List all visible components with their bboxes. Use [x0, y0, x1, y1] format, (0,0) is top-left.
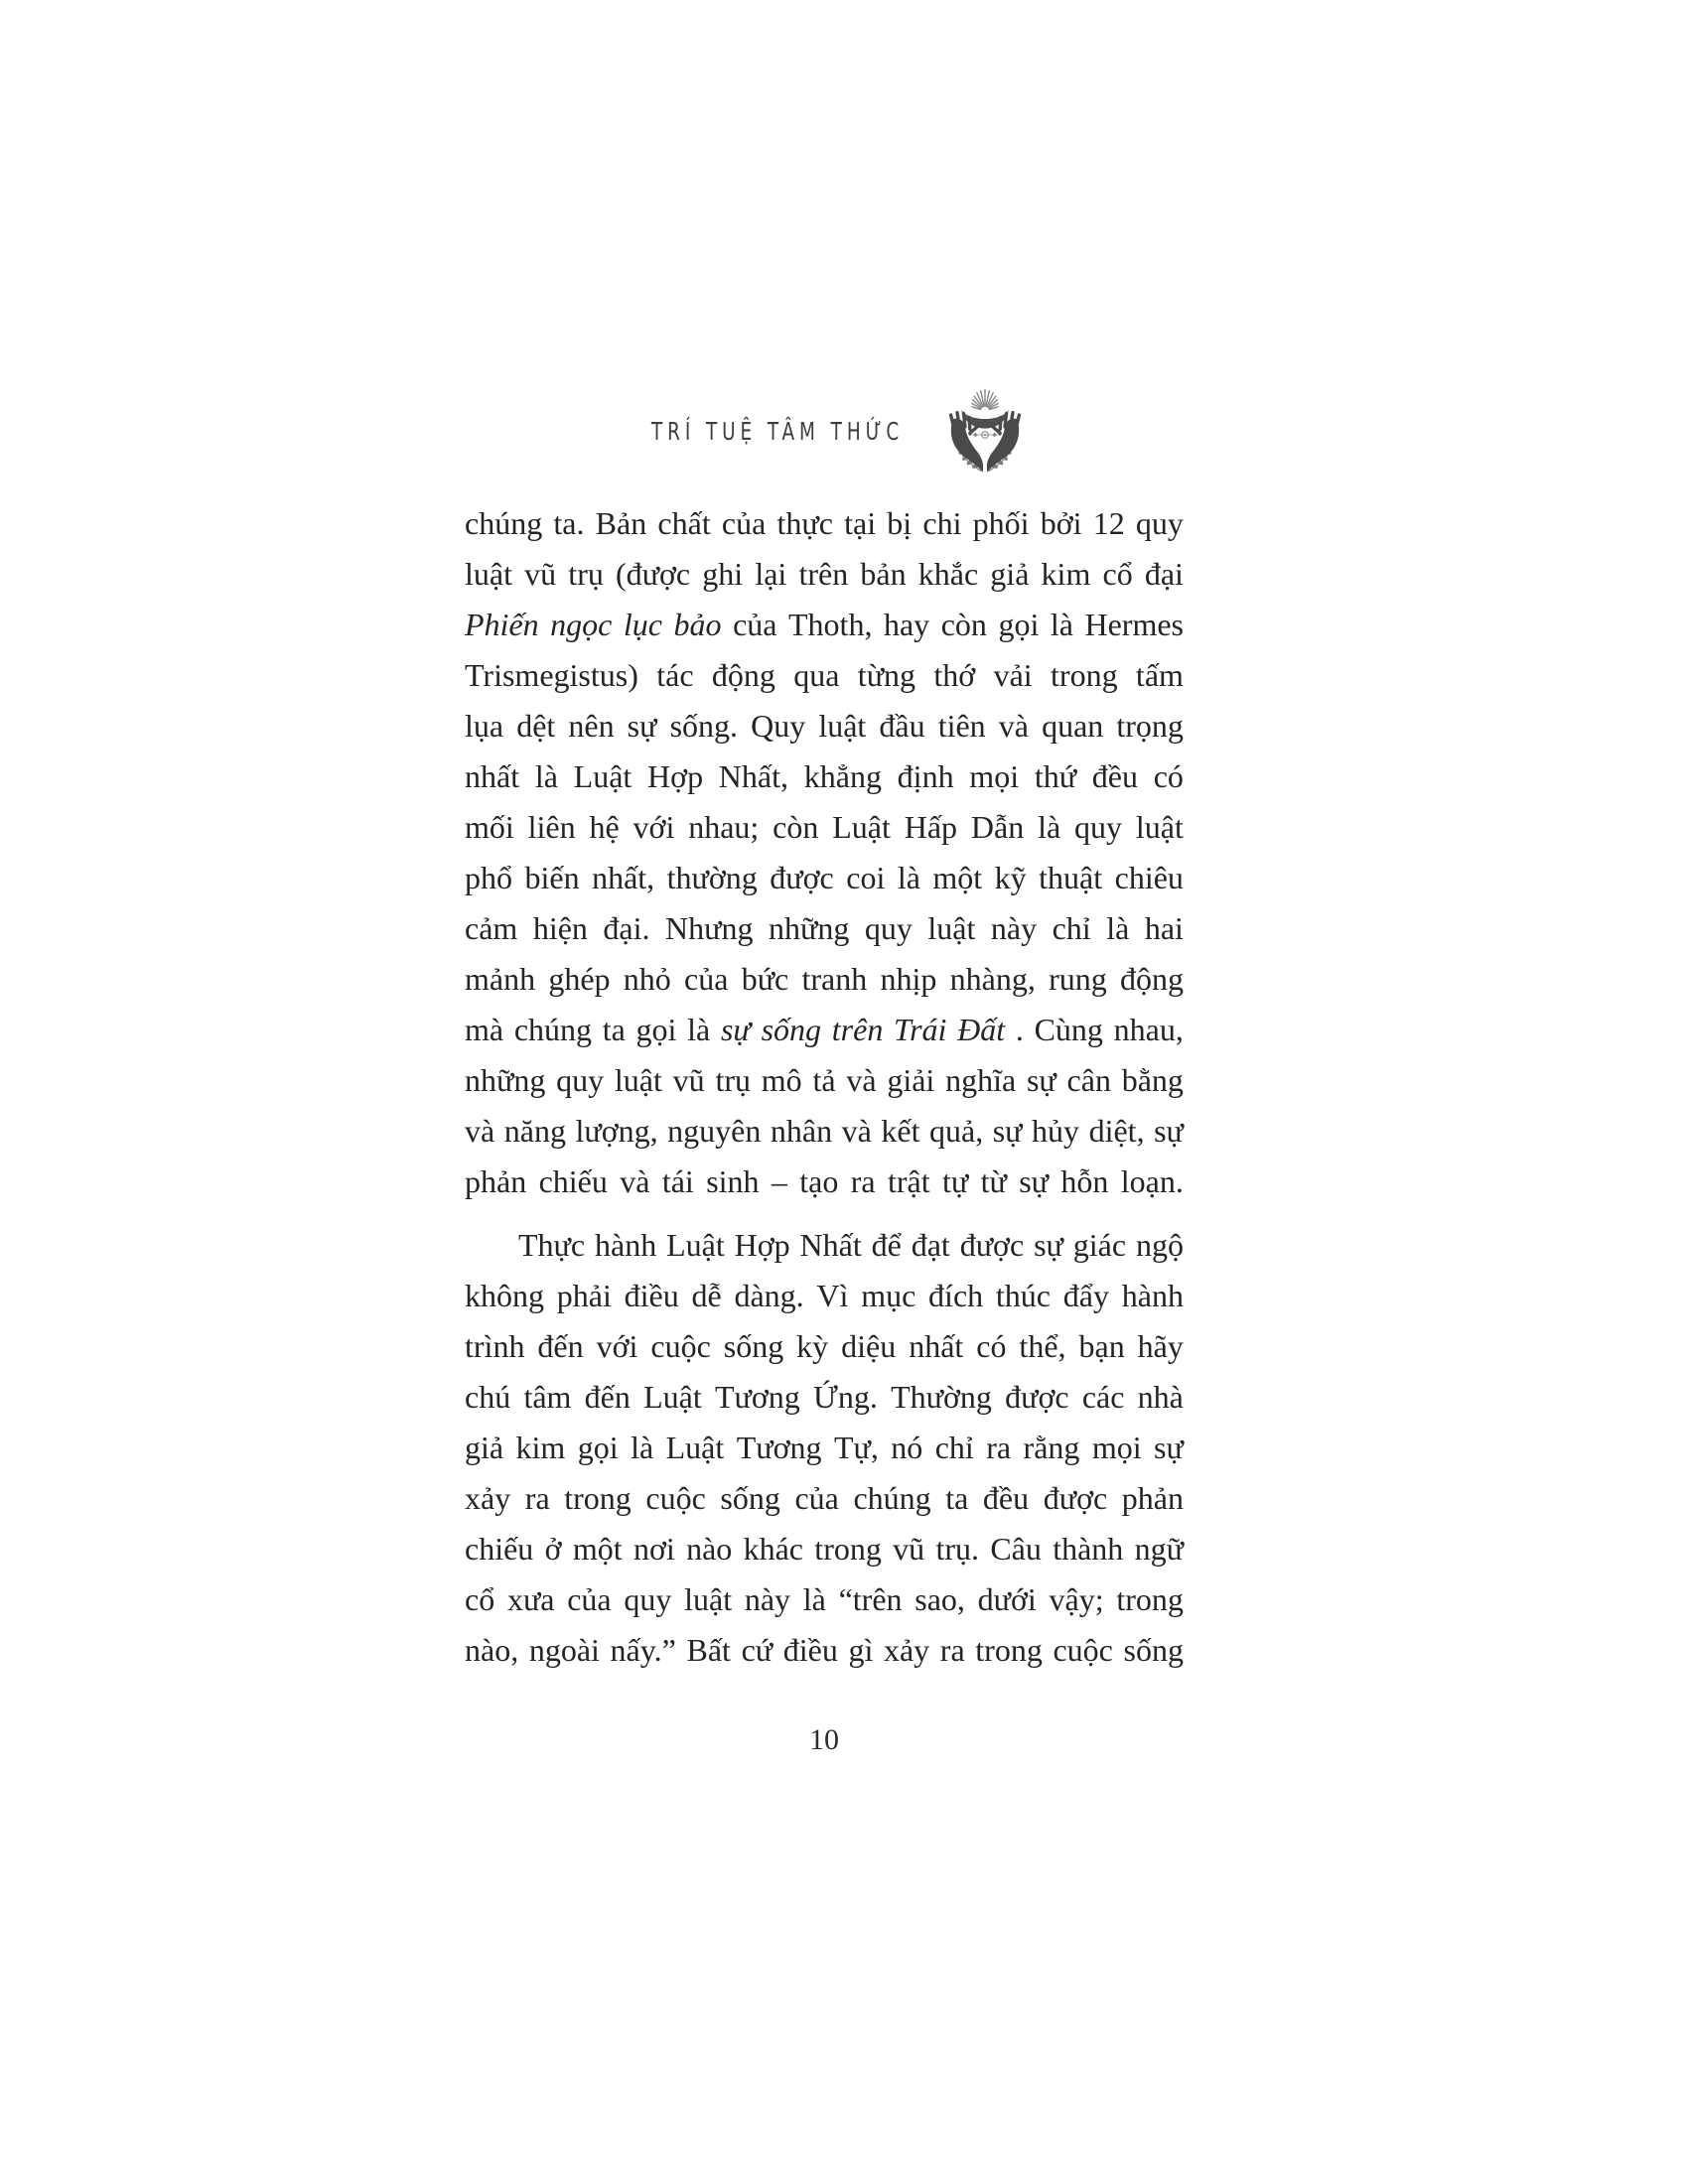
word: trên [831, 1012, 884, 1047]
word: Luật [643, 1379, 702, 1415]
word: bản [860, 556, 907, 592]
word: là [687, 1012, 711, 1047]
word: vậy; [1049, 1581, 1104, 1617]
word: động [711, 657, 775, 693]
word: quy [1135, 505, 1184, 541]
word: ghi [702, 556, 744, 592]
word: lại [755, 556, 787, 592]
word: luật [465, 556, 512, 592]
word: tả [812, 1062, 836, 1098]
text-line [465, 498, 1184, 549]
word: Luật [832, 809, 891, 845]
word: hành [594, 1227, 657, 1263]
word: thường [666, 860, 758, 895]
word: sao, [914, 1581, 965, 1617]
word: mảnh [465, 961, 536, 997]
word: Nhưng [665, 910, 754, 946]
word: giác [1072, 1227, 1127, 1263]
word: cuộc [650, 1328, 711, 1364]
word: phải [556, 1278, 612, 1313]
word: quan [1042, 708, 1104, 744]
word: ta [602, 1012, 626, 1047]
word: trình [465, 1328, 525, 1364]
word: mọi [969, 758, 1020, 794]
word: luật [818, 708, 867, 744]
word: mối [465, 809, 514, 845]
word: gọi [998, 607, 1040, 642]
word: hãy [1137, 1328, 1184, 1364]
word: Hợp [647, 758, 704, 794]
word: xưa [506, 1581, 555, 1617]
word: loạn. [1120, 1163, 1184, 1199]
word: ra [939, 1632, 965, 1668]
word: nào [686, 1531, 733, 1567]
word: trong [1051, 657, 1118, 693]
word: (được [616, 556, 691, 592]
word: cân [1066, 1062, 1111, 1098]
word: sự [992, 1113, 1023, 1149]
word: gọi [577, 1430, 619, 1465]
word: đều [982, 1480, 1030, 1516]
word: những [465, 1062, 546, 1098]
word: diệu [841, 1328, 897, 1364]
word: đến [537, 1328, 584, 1364]
running-head [465, 383, 1184, 478]
word: kỳ [796, 1328, 829, 1364]
text-line [465, 600, 1184, 650]
word: khẳng [803, 758, 882, 794]
word: kỹ [994, 860, 1027, 895]
word: cổ [1102, 556, 1133, 592]
word: tự [942, 1163, 969, 1199]
word: ngọc [550, 607, 613, 642]
word: động [1120, 961, 1184, 997]
paragraph [465, 1220, 1184, 1676]
word: và [620, 1163, 650, 1199]
word: đại. [603, 910, 650, 946]
word: ngộ [1135, 1227, 1184, 1263]
word: ngoài [528, 1632, 600, 1668]
word: sống [723, 1328, 784, 1364]
word: bằng [1121, 1062, 1184, 1098]
word: lượng, [575, 1113, 658, 1149]
word: nghĩa [945, 1062, 1017, 1098]
word: Đất [957, 1012, 1006, 1047]
word: của [684, 961, 729, 997]
word: kết [881, 1113, 920, 1149]
word: lụa [465, 708, 504, 744]
word: nhất, [592, 860, 655, 895]
text-line [465, 1574, 1184, 1625]
word: hủy [1032, 1113, 1080, 1149]
word: được [1005, 1379, 1069, 1415]
word: thứ [1034, 758, 1077, 794]
text-line [465, 1524, 1184, 1574]
word: tái [661, 1163, 694, 1199]
word: Ứng. [813, 1379, 878, 1415]
word: phản [465, 1163, 527, 1199]
word: và [998, 708, 1029, 744]
word: nên [568, 708, 615, 744]
word: nhất [465, 758, 520, 794]
text-line [465, 549, 1184, 600]
word: sự [1154, 1113, 1184, 1149]
word: trụ. [935, 1531, 980, 1567]
word: biến [524, 860, 580, 895]
word: là [1038, 809, 1061, 845]
word: điều [624, 1278, 679, 1313]
text-line [465, 1106, 1184, 1157]
word: chi [922, 505, 962, 541]
word: quy [556, 1062, 605, 1098]
word: đầu [879, 708, 925, 744]
word: có [1153, 758, 1184, 794]
word: được [1043, 1480, 1108, 1516]
word: đều [1091, 758, 1138, 794]
body-text [465, 498, 1184, 1676]
word: tạo [799, 1163, 839, 1199]
word: không [465, 1278, 544, 1313]
word: Bản [595, 505, 647, 541]
text-line [465, 1372, 1184, 1423]
word: nhau; [688, 809, 760, 845]
word: bị [887, 505, 913, 541]
word: ta. [553, 505, 585, 541]
text-line [465, 1625, 1184, 1676]
word: là [802, 1581, 826, 1617]
word: để [871, 1227, 902, 1263]
word: lục [623, 607, 662, 642]
word: sự [720, 1012, 751, 1047]
word: tranh [801, 961, 868, 997]
text-line [465, 1220, 1184, 1271]
word: diệt, [1088, 1113, 1145, 1149]
text-line [465, 1055, 1184, 1106]
word: rằng [1023, 1430, 1080, 1465]
word: Bất [686, 1632, 731, 1668]
word: chỉ [1052, 910, 1091, 946]
word: này [744, 1581, 791, 1617]
word: tâm [523, 1379, 572, 1415]
word: . [1015, 1012, 1024, 1047]
word: sự [1034, 1227, 1063, 1263]
word: các [1081, 1379, 1125, 1415]
word: Luật [666, 1227, 725, 1263]
word: trong [975, 1632, 1043, 1668]
word: hay [883, 607, 930, 642]
text-line [465, 701, 1184, 751]
word: Dẫn [970, 809, 1025, 845]
word: Luật [573, 758, 633, 794]
word: Luật [665, 1430, 725, 1465]
word: Quy [751, 708, 806, 744]
running-head-title: TRÍ TUỆ TÂM THỨC [650, 416, 905, 446]
page-number: 10 [809, 1723, 839, 1756]
word: ra [850, 1163, 876, 1199]
word: còn [773, 809, 819, 845]
word: ra [986, 1430, 1012, 1465]
word: chỉ [934, 1430, 974, 1465]
word: chúng [513, 1012, 593, 1047]
word: thành [1053, 1531, 1124, 1567]
word: là [1106, 910, 1130, 946]
word: nào, [465, 1632, 519, 1668]
word: Thường [891, 1379, 992, 1415]
word: kim [1041, 556, 1091, 592]
word: là [1050, 607, 1073, 642]
word: Tương [736, 1430, 822, 1465]
word: chúng [465, 505, 543, 541]
word: luật [614, 1062, 662, 1098]
word: đạt [911, 1227, 950, 1263]
word: dễ [691, 1278, 722, 1313]
word: ra [524, 1480, 550, 1516]
word: chiếu [465, 1531, 534, 1567]
word: Tương [714, 1379, 800, 1415]
word: thúc [995, 1278, 1051, 1313]
word: của [567, 1581, 612, 1617]
word: Hấp [904, 809, 958, 845]
word: sống [720, 1480, 780, 1516]
text-line [465, 853, 1184, 903]
word: chúng [853, 1480, 931, 1516]
word: Tự, [833, 1430, 879, 1465]
text-line [465, 1321, 1184, 1372]
word: Câu [990, 1531, 1042, 1567]
word: Trái [894, 1012, 947, 1047]
word: những [769, 910, 850, 946]
word: trụ [568, 556, 604, 592]
word: ở [544, 1531, 562, 1567]
word: luật [684, 1581, 733, 1617]
word: chú [465, 1379, 511, 1415]
word: của [733, 607, 777, 642]
word: một [572, 1531, 623, 1567]
word: giả [990, 556, 1030, 592]
word: và [841, 1113, 872, 1149]
word: đẩy [1062, 1278, 1109, 1313]
word: cuộc [1053, 1632, 1113, 1668]
word: sống. [669, 708, 739, 744]
word: nhà [1137, 1379, 1184, 1415]
word: và [846, 1062, 877, 1098]
word: liên [527, 809, 576, 845]
word: Hermes [1084, 607, 1184, 642]
word: nó [891, 1430, 923, 1465]
word: tại [844, 505, 877, 541]
word: thớ [933, 657, 976, 693]
word: nhất [909, 1328, 964, 1364]
word: sinh [706, 1163, 760, 1199]
word: Cùng [1034, 1012, 1103, 1047]
word: phổ [465, 860, 512, 895]
word: Hợp [734, 1227, 790, 1263]
word: nhân [770, 1113, 833, 1149]
word: bức [741, 961, 789, 997]
word: dàng. [734, 1278, 804, 1313]
word: phản [1121, 1480, 1184, 1516]
word: khắc [917, 556, 979, 592]
word: này [990, 910, 1038, 946]
word: năng [503, 1113, 566, 1149]
word: được [959, 1227, 1025, 1263]
word: ta [945, 1480, 969, 1516]
word: Nhất, [718, 758, 788, 794]
word: “trên [838, 1581, 903, 1617]
word: Trismegistus) [465, 657, 638, 693]
text-line [465, 751, 1184, 802]
word: – [771, 1163, 787, 1199]
word: trật [887, 1163, 930, 1199]
word: được [770, 860, 834, 895]
word: mà [465, 1012, 504, 1047]
word: từ [980, 1163, 1007, 1199]
word: ghép [548, 961, 611, 997]
word: trong [814, 1531, 882, 1567]
word: đến [584, 1379, 631, 1415]
word: trọng [1116, 708, 1184, 744]
word: bởi [1040, 505, 1082, 541]
word: thể, [1019, 1328, 1066, 1364]
word: sự [1026, 1062, 1056, 1098]
word: trong [1116, 1581, 1184, 1617]
word: gì [848, 1632, 874, 1668]
word: rung [1049, 961, 1107, 997]
word: với [633, 809, 675, 845]
word: cảm [465, 910, 518, 946]
text-line [465, 954, 1184, 1005]
word: hai [1144, 910, 1184, 946]
word: có [976, 1328, 1007, 1364]
word: cuộc [645, 1480, 706, 1516]
word: thuật [1039, 860, 1103, 895]
word: tác [656, 657, 694, 693]
word: xảy [465, 1480, 511, 1516]
word: khác [743, 1531, 803, 1567]
word: nơi [633, 1531, 675, 1567]
word: với [596, 1328, 638, 1364]
word: là [534, 758, 558, 794]
word: hỗn [1060, 1163, 1109, 1199]
word: quy [624, 1581, 672, 1617]
word: tấm [1135, 657, 1184, 693]
word: nhỏ [623, 961, 671, 997]
word: chiếu [538, 1163, 608, 1199]
word: còn [940, 607, 987, 642]
word: trong [564, 1480, 632, 1516]
word: 12 [1092, 505, 1125, 541]
word: Phiến [465, 607, 539, 642]
word: chiêu [1114, 860, 1184, 895]
word: của [721, 505, 767, 541]
word: sống [1123, 1632, 1184, 1668]
word: là [631, 1430, 654, 1465]
word: luật [1135, 809, 1184, 845]
word: cổ [465, 1581, 495, 1617]
word: dệt [516, 708, 556, 744]
word: là [897, 860, 920, 895]
word: Thực [518, 1227, 586, 1263]
word: nhàng, [949, 961, 1036, 997]
word: sự [1019, 1163, 1050, 1199]
word: coi [846, 860, 886, 895]
word: vũ [524, 556, 557, 592]
word: bảo [673, 607, 722, 642]
word: của [794, 1480, 839, 1516]
word: và [465, 1113, 495, 1149]
word: ngữ [1134, 1531, 1184, 1567]
word: kim [515, 1430, 566, 1465]
word: điều [782, 1632, 838, 1668]
word: đích [928, 1278, 984, 1313]
word: thực [776, 505, 833, 541]
word: nhau, [1113, 1012, 1184, 1047]
word: qua [793, 657, 840, 693]
word: Nhất [799, 1227, 862, 1263]
word: mô [761, 1062, 802, 1098]
word: một [932, 860, 983, 895]
word: giải [887, 1062, 935, 1098]
word: tiên [937, 708, 986, 744]
text-line [465, 802, 1184, 853]
word: sống [761, 1012, 822, 1047]
text-line [465, 1473, 1184, 1524]
word: mục [861, 1278, 916, 1313]
word: hệ [589, 809, 620, 845]
word: cứ [741, 1632, 774, 1668]
word: trụ [715, 1062, 751, 1098]
word: nhịp [880, 961, 937, 997]
word: chất [657, 505, 711, 541]
word: bạn [1078, 1328, 1125, 1364]
hands-rays-laurel-logo-icon [945, 386, 1025, 476]
word: luật [927, 910, 976, 946]
word: vũ [893, 1531, 925, 1567]
word: vải [993, 657, 1033, 693]
text-line [465, 1423, 1184, 1473]
text-line [465, 1005, 1184, 1055]
word: vũ [672, 1062, 705, 1098]
paragraph [465, 498, 1184, 1207]
text-line [465, 650, 1184, 701]
word: mọi [1091, 1430, 1142, 1465]
word: phối [972, 505, 1030, 541]
word: Vì [816, 1278, 849, 1313]
word: giả [465, 1430, 504, 1465]
text-line [465, 1157, 1184, 1207]
word: gọi [635, 1012, 677, 1047]
word: Thoth, [788, 607, 873, 642]
word: hiện [532, 910, 588, 946]
word: sự [627, 708, 657, 744]
word: nguyên [667, 1113, 762, 1149]
word: dưới [977, 1581, 1037, 1617]
word: quy [864, 910, 913, 946]
word: sự [1154, 1430, 1184, 1465]
word: quy [1074, 809, 1123, 845]
word: từng [857, 657, 916, 693]
word: hành [1121, 1278, 1184, 1313]
word: trên [798, 556, 849, 592]
word: đại [1144, 556, 1184, 592]
word: xảy [883, 1632, 930, 1668]
word: định [897, 758, 954, 794]
word: nấy.” [610, 1632, 676, 1668]
text-line [465, 903, 1184, 954]
word: quả, [928, 1113, 984, 1149]
text-line [465, 1271, 1184, 1321]
